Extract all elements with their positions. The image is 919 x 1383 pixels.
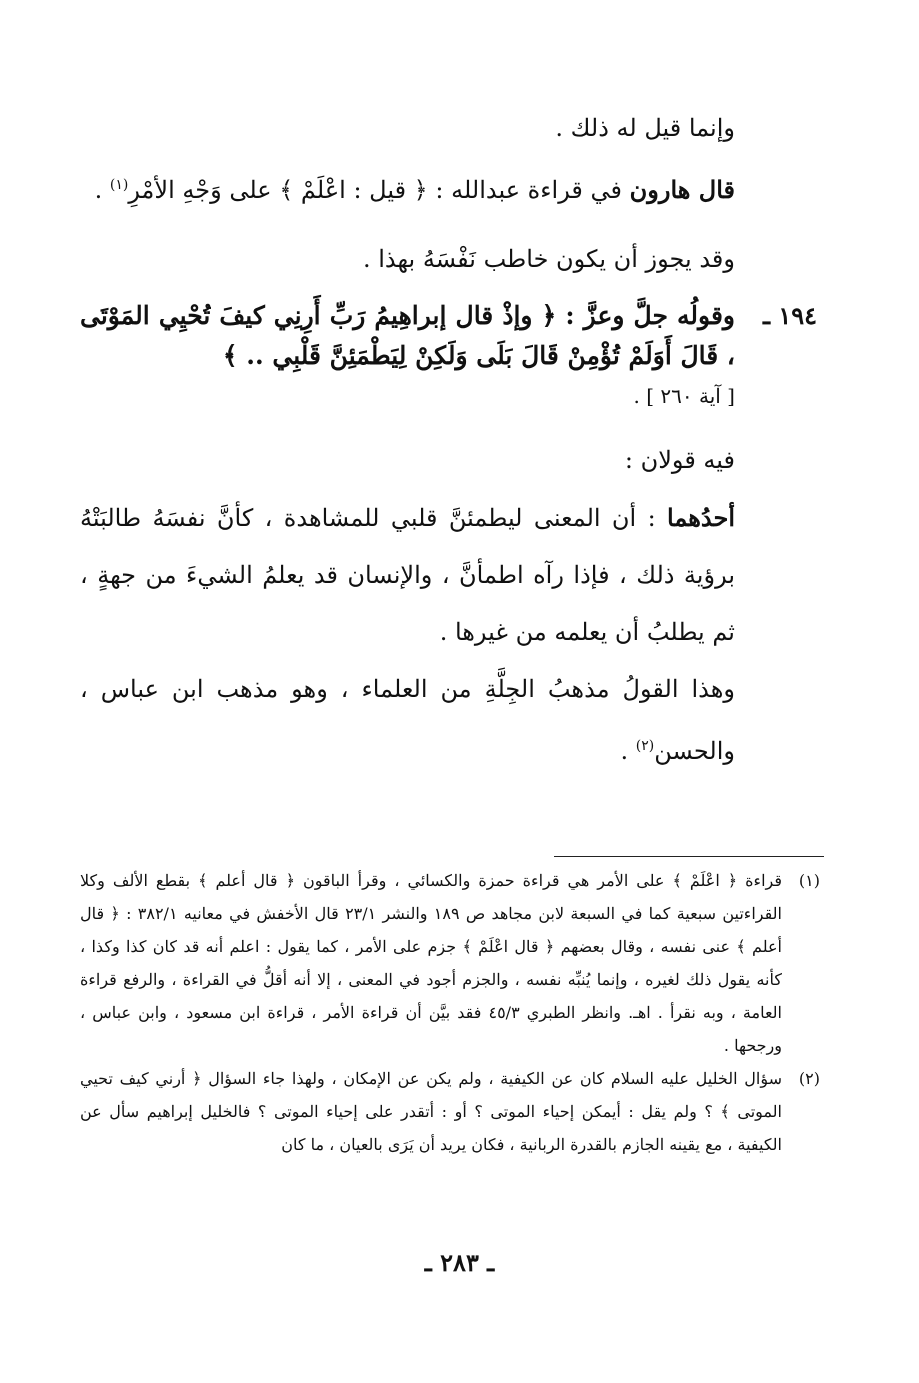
entry-194 (80, 296, 817, 414)
entry-verse-block (80, 296, 735, 376)
paragraph-3-text: وقد يجوز أن يكون خاطب نَفْسَهُ بهذا . (362, 245, 735, 273)
paragraph-3 (80, 231, 735, 288)
footnote-2 (80, 1062, 820, 1161)
paragraph-2-end: . (94, 176, 110, 204)
paragraph-5-text: : أن المعنى ليطمئنَّ قلبي للمشاهدة ، كأنَّ نفسَهُ طالبَتْهُ برؤية ذلك ، فإذا رآه اطمأنَّ ، والإنسان قد يعلمُ الشيءَ من جهةٍ ، ثم يطلبُ أن يعلمه من غيرها . (80, 504, 735, 646)
footnotes (80, 864, 820, 1161)
paragraph-2-text: في قراءة عبدالله : ﴿ قيل : اعْلَمْ ﴾ على وَجْهِ الأمْرِ (128, 176, 630, 204)
footnote-ref-2: (٢) (635, 738, 655, 754)
paragraph-4 (80, 432, 735, 489)
footnote-1 (80, 864, 820, 1062)
entry-intro: وقولُه جلَّ وعزَّ : (556, 301, 735, 330)
footnote-2-text: سؤال الخليل عليه السلام كان عن الكيفية ، ولم يكن عن الإمكان ، ولهذا جاء السؤال ﴿ أرني كيف تحيي الموتى ﴾ ؟ ولم يقل : أيمكن إحياء الموتى ؟ أو : أتقدر على إحياء الموتى ؟ فالخليل إبراهيم سأل عن الكيفية ، مع يقينه الجازم بالقدرة الربانية ، فكان يريد أن يَرَى بالعيان ، ما كان (80, 1069, 782, 1154)
footnote-1-number: (١) (798, 871, 820, 890)
paragraph-5 (80, 489, 735, 661)
page-number: ـ ٢٨٣ ـ (424, 1248, 495, 1277)
paragraph-6 (80, 661, 735, 780)
verse-reference (80, 378, 735, 414)
footnote-ref-1: (١) (109, 177, 129, 193)
verse-reference-text: [ آية ٢٦٠ ] . (633, 384, 735, 408)
entry-verse: ﴿ وإذْ قال إبراهِيمُ رَبِّ أَرِنِي كيفَ تُحْيِي المَوْتَى ، قَالَ أَوَلَمْ تُؤْمِنْ قَالَ بَلَى وَلَكِنْ لِيَطْمَئِنَّ قَلْبِي .. ﴾ (80, 301, 735, 370)
paragraph-6-text: وهذا القولُ مذهبُ الجِلَّةِ من العلماء ، وهو مذهب ابن عباس ، والحسن (80, 675, 735, 765)
paragraph-6-end: . (620, 737, 636, 765)
paragraph-1 (80, 100, 735, 157)
paragraph-2 (80, 157, 735, 219)
footnote-divider (554, 856, 824, 857)
paragraph-1-text: وإنما قيل له ذلك . (555, 114, 735, 142)
paragraph-5-lead: أحدُهما (667, 503, 735, 532)
paragraph-4-text: فيه قولان : (624, 446, 735, 474)
main-text (80, 100, 817, 780)
paragraph-2-lead: قال هارون (629, 175, 735, 204)
footnote-2-number: (٢) (798, 1069, 820, 1088)
entry-number: ١٩٤ ـ (762, 301, 817, 330)
footnote-1-text: قراءة ﴿ اعْلَمْ ﴾ على الأمر هي قراءة حمزة والكسائي ، وقرأ الباقون ﴿ قال أعلم ﴾ بقطع الألف وكلا القراءتين سبعية كما في السبعة لابن مجاهد ص ١٨٩ والنشر ٢٣/١ قال الأخفش في معانيه ٣٨٢/١ : ﴿ قال أعلم ﴾ عنى نفسه ، وقال بعضهم ﴿ قال اعْلَمْ ﴾ جزم على الأمر ، كما يقول : اعلم أنه قد كان كذا وكذا ، كأنه يقول ذلك لغيره ، وإنما يُنبِّه نفسه ، والجزم أجود في المعنى ، إلا أنه أقلُّ في القراءة ، والرفع قراءة العامة ، وبه نقرأ . اهـ. وانظر الطبري ٤٥/٣ فقد بيَّن أن قراءة الأمر ، قراءة ابن مسعود ، وابن عباس ، ورجحها . (80, 871, 783, 1055)
